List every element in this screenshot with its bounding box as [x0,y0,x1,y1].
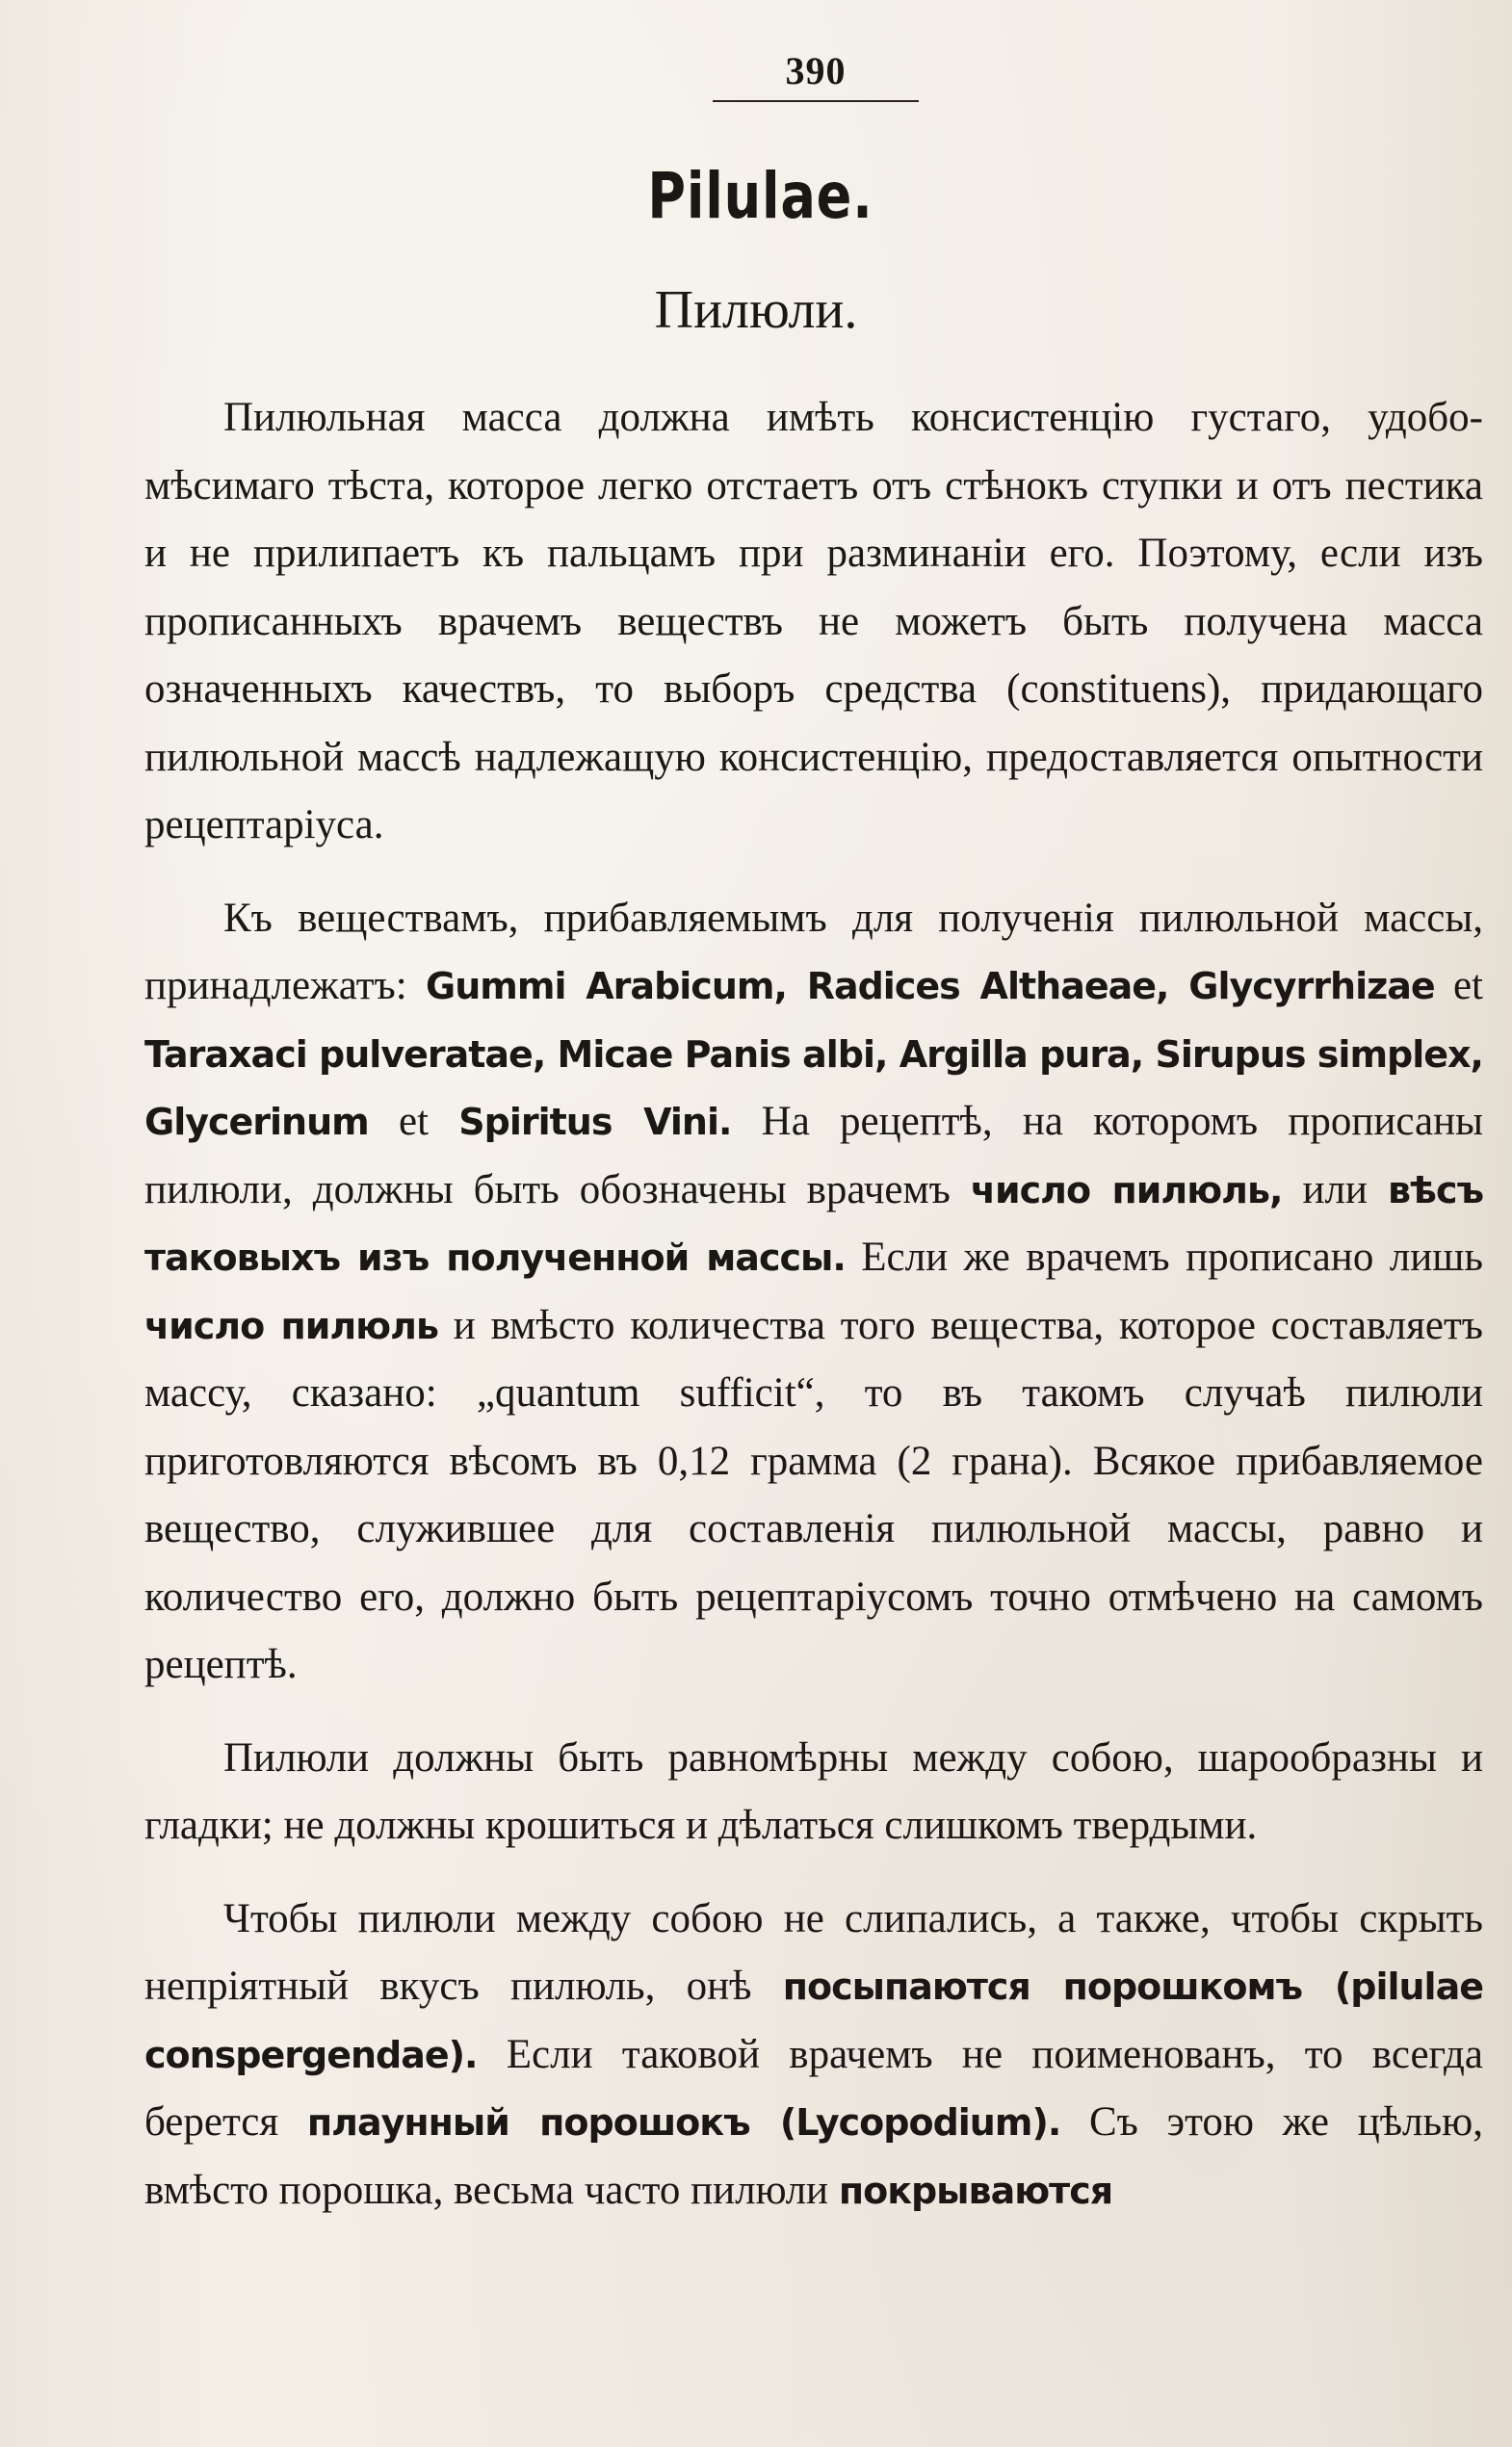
paragraph-3 [144,1725,1483,1861]
paragraph-2-segment-9: или [1282,1166,1388,1212]
paragraph-2-segment-13: и вмѣсто количества того вещества, которое составляетъ массу, сказано: „quantum sufficit“, то въ такомъ случаѣ пилюли приготовляются вѣсомъ въ 0,12 грамма (2 грана). Всякое прибавляемое вещество, служившее для составленія пилюльной массы, равно и количество его, должно быть рецептаріусомъ точно отмѣчено на самомъ рецептѣ. [144,1302,1483,1687]
page-header [713,46,919,102]
paragraph-1 [144,384,1483,860]
paragraph-2 [144,885,1483,1700]
paragraph-4-bold-coated: покрываются [838,2169,1113,2212]
body-text [144,384,1483,2225]
paragraph-2-segment-3: et [1434,963,1483,1008]
paragraph-2-bold-weight: вѣсъ таковыхъ изъ полученной массы. [144,1168,1484,1279]
title-russian: Пилюли. [654,280,858,340]
header-rule [713,100,919,102]
paragraph-4 [144,1886,1483,2226]
paragraph-1-segment-1: Пилюльная масса должна имѣть консистенцію густаго, удобо-мѣсимаго тѣста, которое легко отстаетъ отъ стѣнокъ ступки и отъ пестика и не прилипаетъ къ пальцамъ при разминаніи его. Поэтому, если изъ прописанныхъ врачемъ веществъ не можетъ быть получена масса означенныхъ качествъ, то выборъ средства (constituens), придающаго пилюльной массѣ надлежащую консистенцію, предоставляется опытности рецептаріуса. [144,395,1483,847]
title-latin: Pilulae. [647,159,873,233]
page-number: 390 [785,49,847,92]
paragraph-2-segment-5: et [368,1099,459,1144]
paragraph-2-bold-pill-count: число пилюль, [970,1168,1283,1211]
paragraph-3-segment-1: Пилюли должны быть равномѣрны между собою, шарообразны и гладки; не должны крошиться и дѣлаться слишкомъ твердыми. [144,1734,1483,1848]
paragraph-4-bold-powder: посыпаются порошкомъ (pilulae conspergendae). [144,1965,1483,2076]
paragraph-4-segment-3: Если таковой врачемъ не поименованъ, то всегда берется [144,2031,1483,2145]
paragraph-2-bold-latin-3: Spiritus Vini. [458,1101,732,1143]
paragraph-2-bold-latin-1: Gummi Arabicum, Radices Althaeae, Glycyrrhizae [426,965,1435,1007]
paragraph-2-segment-7: На рецептѣ, на которомъ прописаны пилюли, должны быть обозначены врачемъ [144,1099,1483,1212]
paragraph-4-bold-lycopodium: плаунный порошокъ (Lycopodium). [306,2101,1061,2144]
paragraph-2-bold-pill-count-2: число пилюль [144,1304,438,1347]
paragraph-4-segment-1: Чтобы пилюли между собою не слипались, а также, чтобы скрыть непріятный вкусъ пилюль, онѣ [144,1895,1483,2009]
paragraph-2-segment-1: Къ веществамъ, прибавляемымъ для полученія пилюльной массы, принадлежатъ: [144,895,1483,1008]
paragraph-4-segment-5: Съ этою же цѣлью, вмѣсто порошка, весьма часто пилюли [144,2099,1483,2213]
paragraph-2-segment-11: Если же врачемъ прописано лишь [845,1235,1483,1280]
paragraph-2-bold-latin-2: Taraxaci pulveratae, Micae Panis albi, Argilla pura, Sirupus simplex, Glycerinum [144,1032,1483,1143]
